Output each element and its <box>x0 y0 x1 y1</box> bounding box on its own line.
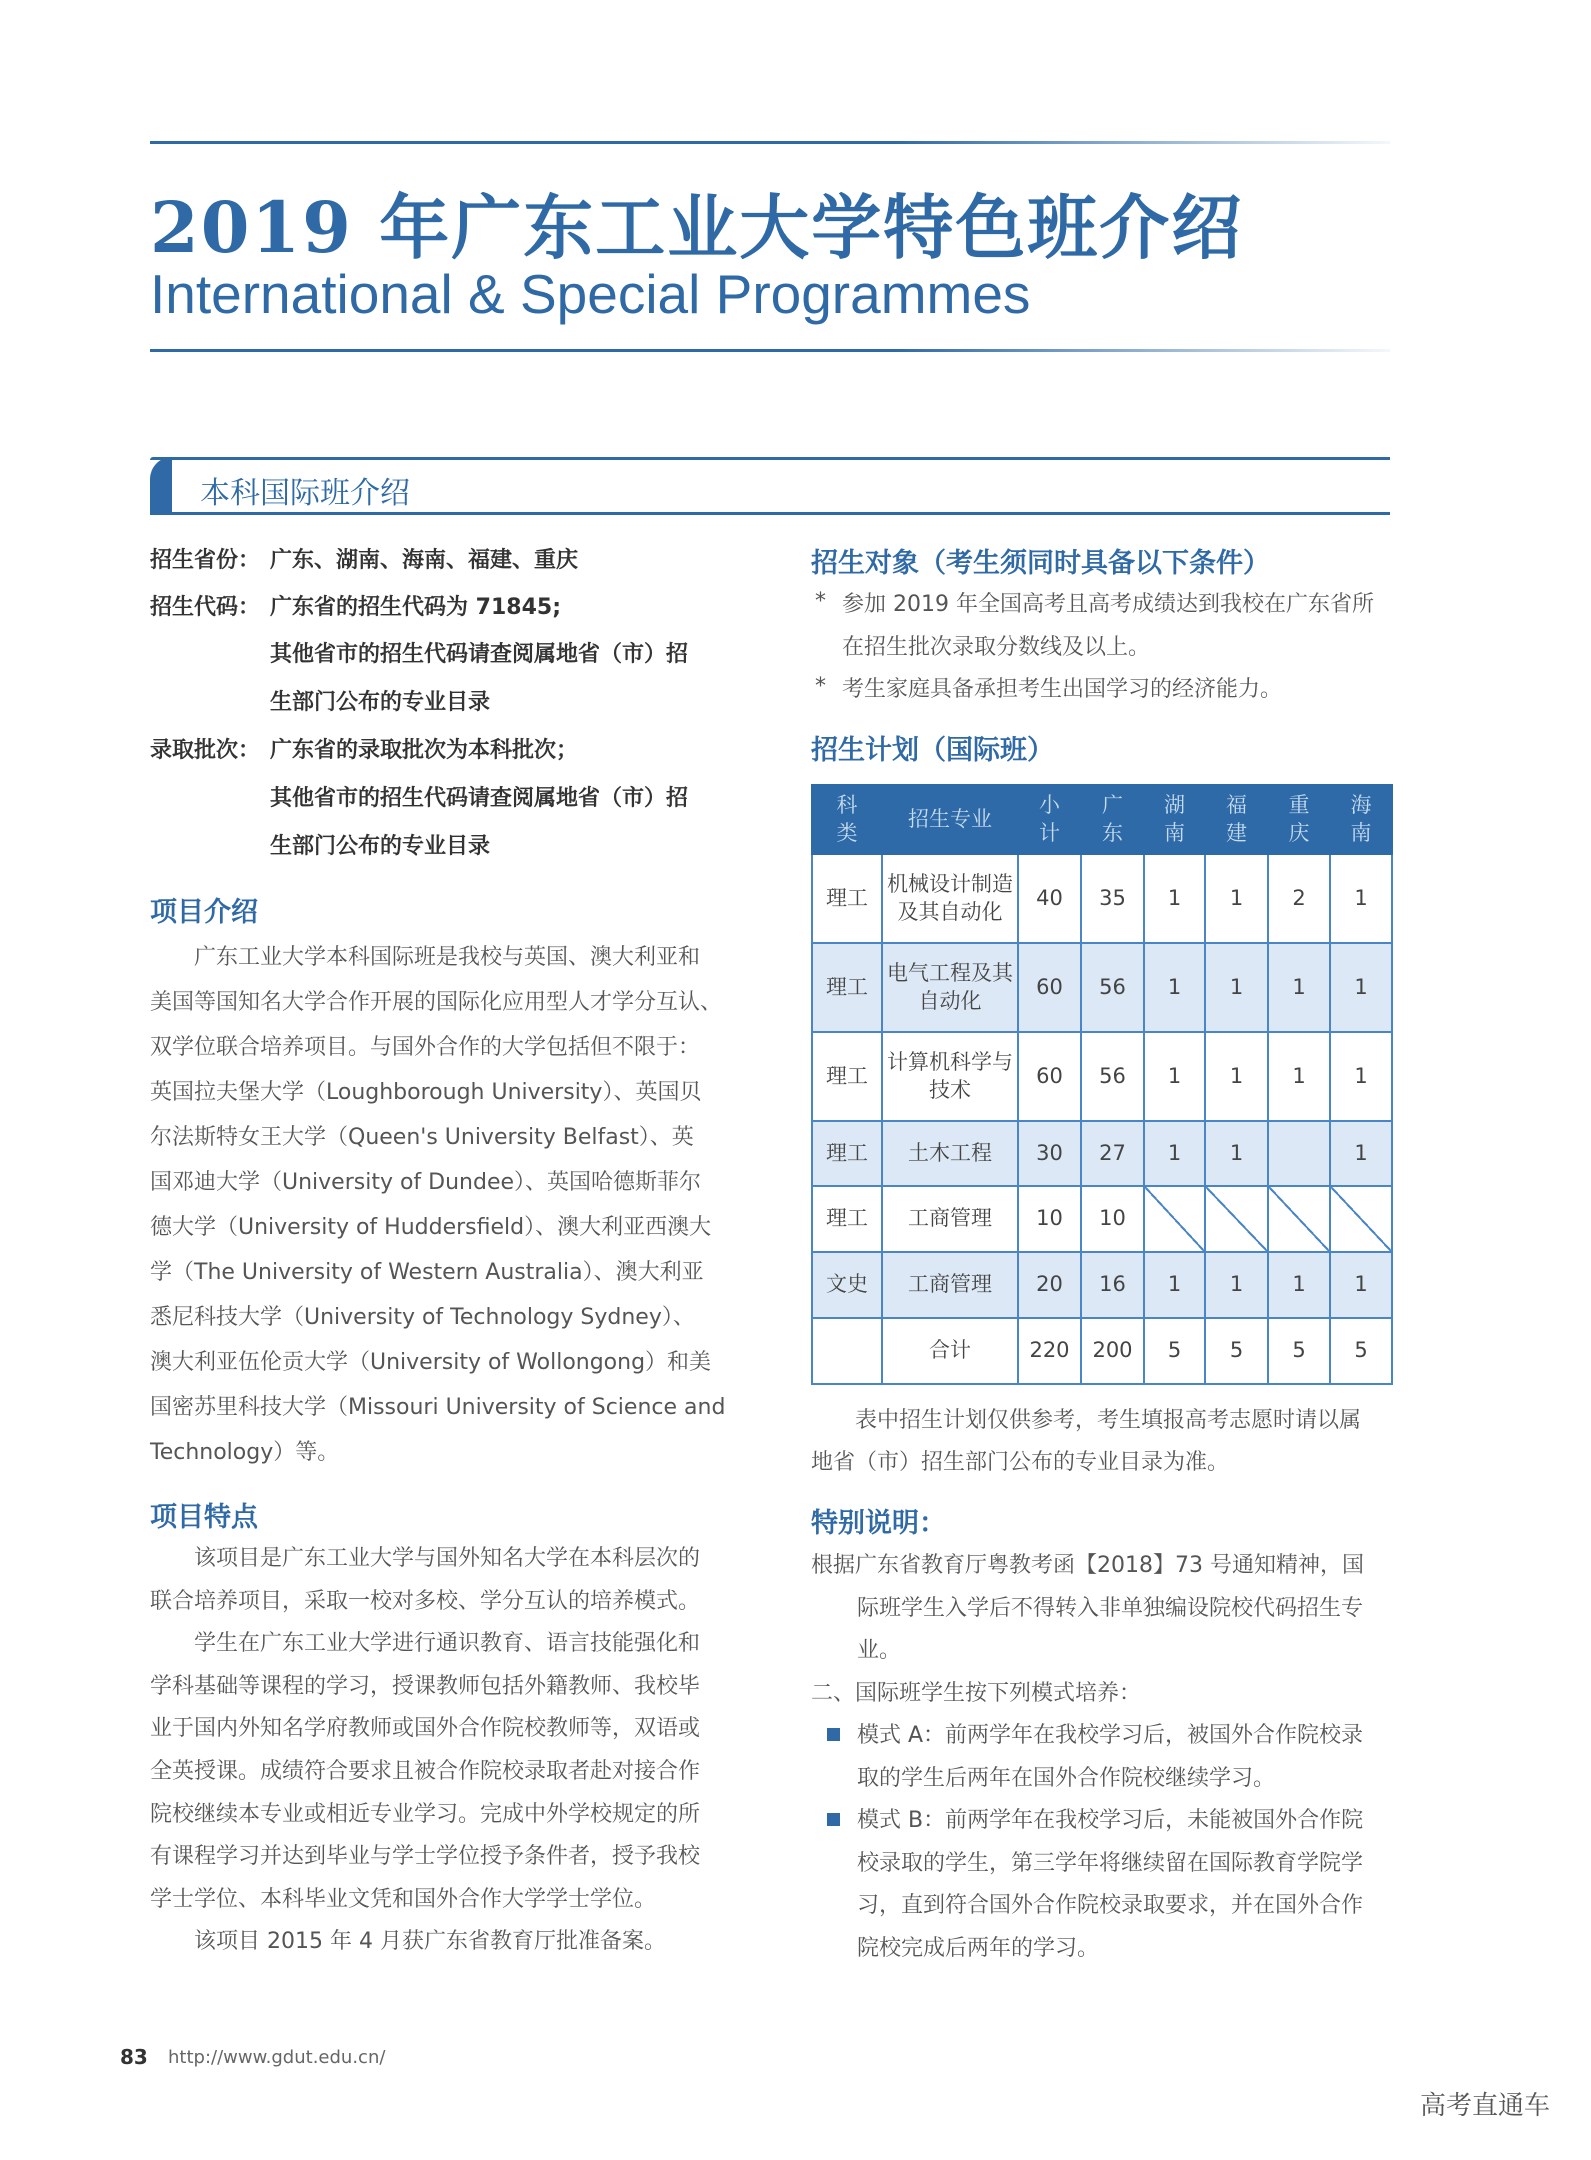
target-line: 在招生批次录取分数线及以上。 <box>842 634 1151 660</box>
target-heading: 招生对象（考生须同时具备以下条件） <box>811 548 1270 579</box>
mode-intro: 二、国际班学生按下列模式培养： <box>811 1681 1142 1706</box>
value-cell: 1 <box>1268 1032 1330 1121</box>
section-top-rule <box>150 457 1390 460</box>
square-bullet-icon <box>827 1728 840 1741</box>
features-heading: 项目特点 <box>150 1502 258 1533</box>
value-cell: 220 <box>1018 1318 1081 1384</box>
intro-heading: 项目介绍 <box>150 897 258 928</box>
special-line: 根据广东省教育厅粤教考函【2018】73 号通知精神，国 <box>811 1553 1364 1578</box>
value-cell: 10 <box>1018 1186 1081 1252</box>
value-cell: 1 <box>1205 854 1268 943</box>
intro-line: 尔法斯特女王大学（Queen's University Belfast）、英 <box>150 1125 694 1150</box>
special-line: 际班学生入学后不得转入非单独编设院校代码招生专 <box>857 1595 1364 1621</box>
value-cell: 1 <box>1144 1032 1205 1121</box>
intro-line: 国密苏里科技大学（Missouri University of Science and <box>150 1395 726 1420</box>
page-number: 83 <box>120 2045 148 2069</box>
value-cell: 1 <box>1268 943 1330 1032</box>
table-row <box>812 943 1392 1032</box>
value-cell: 5 <box>1330 1318 1392 1384</box>
value-cell: 1 <box>1144 1252 1205 1318</box>
value-cell: 理工 <box>812 1186 882 1252</box>
value-cell: 40 <box>1018 854 1081 943</box>
value-cell <box>1144 1186 1205 1252</box>
info-label: 录取批次： <box>150 738 261 763</box>
section-title: 本科国际班介绍 <box>200 476 410 511</box>
features-line: 有课程学习并达到毕业与学士学位授予条件者，授予我校 <box>150 1844 701 1870</box>
value-cell <box>1205 1186 1268 1252</box>
value-cell: 1 <box>1330 854 1392 943</box>
value-cell: 60 <box>1018 1032 1081 1121</box>
value-cell: 1 <box>1205 1121 1268 1186</box>
column-header: 重庆 <box>1268 785 1330 854</box>
table-row <box>812 1121 1392 1186</box>
watermark: 高考直通车 <box>1420 2091 1551 2121</box>
info-value: 其他省市的招生代码请查阅属地省（市）招 <box>270 642 689 667</box>
value-cell: 56 <box>1081 943 1144 1032</box>
info-value: 广东省的招生代码为 71845; <box>270 595 561 620</box>
table-note-line: 表中招生计划仅供参考，考生填报高考志愿时请以属 <box>811 1408 1362 1433</box>
target-line: 参加 2019 年全国高考且高考成绩达到我校在广东省所 <box>842 592 1374 617</box>
intro-line: 广东工业大学本科国际班是我校与英国、澳大利亚和 <box>150 945 701 970</box>
table-row <box>812 1252 1392 1318</box>
features-line: 学科基础等课程的学习，授课教师包括外籍教师、我校毕 <box>150 1673 701 1699</box>
column-header: 广东 <box>1081 785 1144 854</box>
value-cell: 文史 <box>812 1252 882 1318</box>
mode-line: 模式 A：前两学年在我校学习后，被国外合作院校录 <box>857 1723 1364 1748</box>
section-bottom-rule <box>150 512 1390 515</box>
value-cell: 16 <box>1081 1252 1144 1318</box>
major-cell: 电气工程及其自动化 <box>882 943 1018 1032</box>
major-cell: 计算机科学与技术 <box>882 1032 1018 1121</box>
mode-line: 取的学生后两年在国外合作院校继续学习。 <box>857 1765 1276 1791</box>
page-subtitle: International & Special Programmes <box>150 263 1031 325</box>
value-cell: 1 <box>1144 943 1205 1032</box>
value-cell <box>1330 1186 1392 1252</box>
value-cell: 5 <box>1205 1318 1268 1384</box>
info-label: 招生省份： <box>150 548 261 573</box>
mode-line: 校录取的学生，第三学年将继续留在国际教育学院学 <box>857 1850 1364 1876</box>
value-cell: 35 <box>1081 854 1144 943</box>
intro-line: 悉尼科技大学（University of Technology Sydney）、 <box>150 1305 695 1330</box>
value-cell: 20 <box>1018 1252 1081 1318</box>
plan-heading: 招生计划（国际班） <box>811 735 1054 766</box>
value-cell: 1 <box>1205 1252 1268 1318</box>
page-title: 2019 年广东工业大学特色班介绍 <box>150 186 1244 269</box>
info-value: 其他省市的招生代码请查阅属地省（市）招 <box>270 786 689 811</box>
column-header: 福建 <box>1205 785 1268 854</box>
column-header: 招生专业 <box>882 785 1018 854</box>
value-cell: 1 <box>1144 854 1205 943</box>
square-bullet-icon <box>827 1813 840 1826</box>
value-cell: 理工 <box>812 854 882 943</box>
star-bullet-icon: * <box>815 589 826 614</box>
special-heading: 特别说明： <box>811 1508 946 1539</box>
column-header: 科类 <box>812 785 882 854</box>
features-line: 该项目 2015 年 4 月获广东省教育厅批准备案。 <box>150 1929 666 1955</box>
value-cell: 1 <box>1144 1121 1205 1186</box>
mode-line: 模式 B：前两学年在我校学习后，未能被国外合作院 <box>857 1808 1364 1834</box>
value-cell <box>1268 1186 1330 1252</box>
intro-line: 美国等国知名大学合作开展的国际化应用型人才学分互认、 <box>150 990 723 1015</box>
intro-line: 德大学（University of Huddersfield）、澳大利亚西澳大 <box>150 1215 712 1240</box>
value-cell: 理工 <box>812 1121 882 1186</box>
value-cell: 27 <box>1081 1121 1144 1186</box>
major-cell: 工商管理 <box>882 1252 1018 1318</box>
value-cell: 200 <box>1081 1318 1144 1384</box>
title-bottom-rule <box>150 349 1390 352</box>
top-rule <box>150 141 1390 144</box>
value-cell: 30 <box>1018 1121 1081 1186</box>
features-line: 全英授课。成绩符合要求且被合作院校录取者赴对接合作 <box>150 1759 701 1784</box>
value-cell: 5 <box>1268 1318 1330 1384</box>
features-line: 该项目是广东工业大学与国外知名大学在本科层次的 <box>150 1546 701 1571</box>
table-note-line: 地省（市）招生部门公布的专业目录为准。 <box>811 1450 1230 1475</box>
features-line: 业于国内外知名学府教师或国外合作院校教师等，双语或 <box>150 1716 701 1742</box>
column-header: 海南 <box>1330 785 1392 854</box>
intro-line: 双学位联合培养项目。与国外合作的大学包括但不限于： <box>150 1035 701 1060</box>
mode-line: 院校完成后两年的学习。 <box>857 1936 1100 1961</box>
info-value: 广东、湖南、海南、福建、重庆 <box>270 548 579 573</box>
value-cell: 1 <box>1330 1121 1392 1186</box>
value-cell: 1 <box>1268 1252 1330 1318</box>
table-row <box>812 854 1392 943</box>
major-cell: 工商管理 <box>882 1186 1018 1252</box>
value-cell: 1 <box>1205 1032 1268 1121</box>
target-line: 考生家庭具备承担考生出国学习的经济能力。 <box>842 677 1283 702</box>
info-value: 广东省的录取批次为本科批次； <box>270 738 579 763</box>
value-cell: 5 <box>1144 1318 1205 1384</box>
value-cell <box>812 1318 882 1384</box>
value-cell: 1 <box>1330 1032 1392 1121</box>
major-cell: 机械设计制造及其自动化 <box>882 854 1018 943</box>
value-cell: 2 <box>1268 854 1330 943</box>
features-line: 院校继续本专业或相近专业学习。完成中外学校规定的所 <box>150 1801 701 1827</box>
features-line: 学生在广东工业大学进行通识教育、语言技能强化和 <box>150 1631 701 1657</box>
value-cell: 1 <box>1330 943 1392 1032</box>
value-cell: 60 <box>1018 943 1081 1032</box>
major-cell: 合计 <box>882 1318 1018 1384</box>
special-line: 业。 <box>857 1638 902 1664</box>
section-tab-marker <box>150 457 172 515</box>
table-header-row <box>812 785 1392 854</box>
value-cell <box>1268 1121 1330 1186</box>
intro-line: 英国拉夫堡大学（Loughborough University）、英国贝 <box>150 1080 702 1105</box>
intro-line: Technology）等。 <box>150 1440 340 1465</box>
intro-line: 国邓迪大学（University of Dundee）、英国哈德斯菲尔 <box>150 1170 702 1195</box>
column-header: 湖南 <box>1144 785 1205 854</box>
features-line: 联合培养项目，采取一校对多校、学分互认的培养模式。 <box>150 1588 701 1614</box>
table-row <box>812 1032 1392 1121</box>
intro-line: 澳大利亚伍伦贡大学（University of Wollongong）和美 <box>150 1350 712 1375</box>
value-cell: 56 <box>1081 1032 1144 1121</box>
info-label: 招生代码： <box>150 595 261 620</box>
value-cell: 1 <box>1330 1252 1392 1318</box>
value-cell: 1 <box>1205 943 1268 1032</box>
value-cell: 10 <box>1081 1186 1144 1252</box>
mode-line: 习，直到符合国外合作院校录取要求，并在国外合作 <box>857 1893 1364 1919</box>
enrollment-plan-table <box>811 784 1393 1385</box>
major-cell: 土木工程 <box>882 1121 1018 1186</box>
info-value: 生部门公布的专业目录 <box>270 690 491 715</box>
features-line: 学士学位、本科毕业文凭和国外合作大学学士学位。 <box>150 1886 657 1912</box>
value-cell: 理工 <box>812 943 882 1032</box>
info-value: 生部门公布的专业目录 <box>270 834 491 859</box>
column-header: 小计 <box>1018 785 1081 854</box>
value-cell: 理工 <box>812 1032 882 1121</box>
star-bullet-icon: * <box>815 674 826 699</box>
website-link[interactable]: http://www.gdut.edu.cn/ <box>168 2047 386 2068</box>
intro-line: 学（The University of Western Australia）、澳大利亚 <box>150 1260 704 1285</box>
table-row <box>812 1186 1392 1252</box>
table-row <box>812 1318 1392 1384</box>
